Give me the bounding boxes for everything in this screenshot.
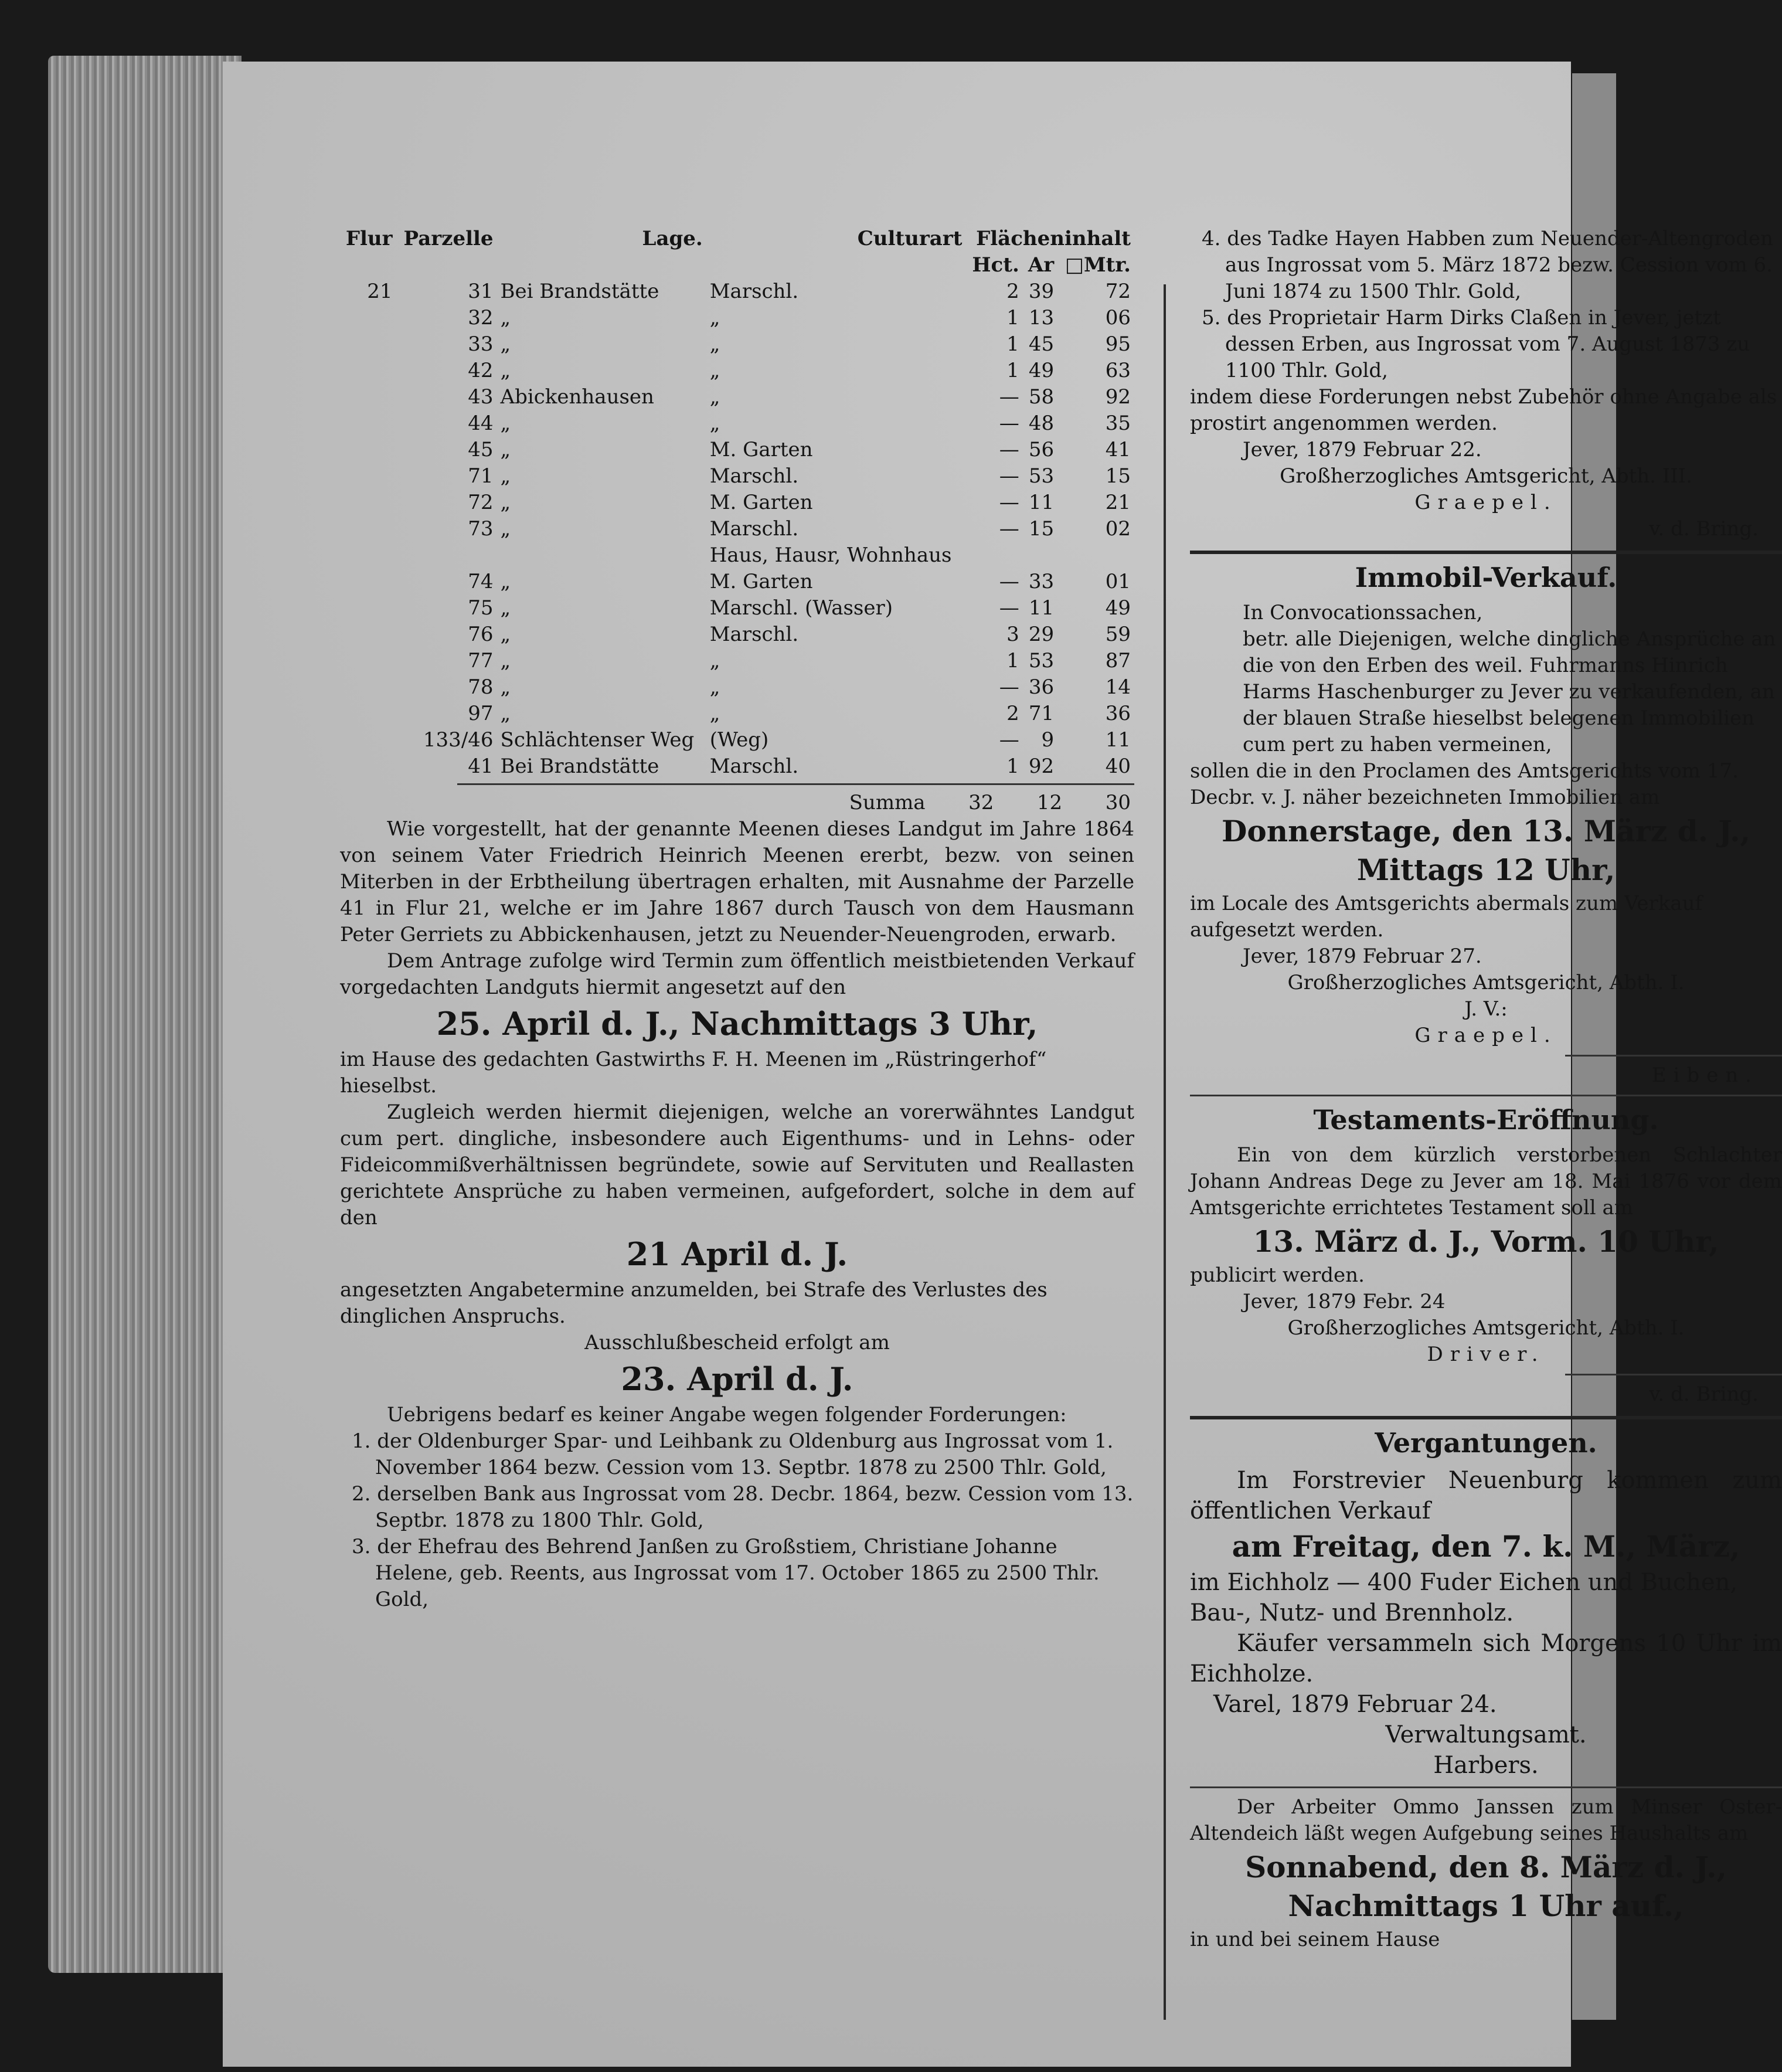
cell-parzelle: 42 [468, 359, 494, 382]
paragraph-auction-term: Dem Antrage zufolge wird Termin zum öffentlich meistbietenden Verkauf vorgedachten Landguts hiermit angesetzt auf den [340, 949, 1134, 999]
cell-parzelle: 33 [468, 332, 494, 356]
cell-lage: „ [500, 702, 511, 725]
cell-ar: 56 [1028, 438, 1055, 461]
table-row [340, 278, 1134, 305]
cell-flur [340, 542, 396, 569]
proxy-note: J. V.: [1464, 997, 1508, 1021]
cell-hct: — [999, 570, 1019, 593]
paragraph-house: in und bei seinem Hause [1190, 1928, 1440, 1951]
cell-flur [340, 701, 396, 727]
cell-parzelle: 44 [468, 412, 494, 435]
cell-flur [340, 358, 396, 384]
cell-parzelle: 73 [468, 517, 494, 541]
cell-lage: „ [500, 517, 511, 541]
right-column [1190, 226, 1782, 1953]
section-rule [1190, 1416, 1782, 1419]
immobil-time: Mittags 12 Uhr, [1356, 852, 1616, 887]
cell-hct: — [999, 675, 1019, 699]
cell-flur [340, 648, 396, 674]
cell-parzelle [396, 542, 497, 569]
cell-mtr: 36 [1105, 702, 1131, 725]
judge-signature: Graepel. [1414, 491, 1557, 514]
cell-mtr: 40 [1105, 755, 1131, 778]
paragraph-publicirt: publicirt werden. [1190, 1263, 1365, 1287]
cell-lage: „ [500, 306, 511, 330]
cell-flur [340, 674, 396, 701]
paragraph-forest-sale: Im Forstrevier Neuenburg kommen zum öffentlichen Verkauf [1190, 1467, 1782, 1524]
cell-ar: 11 [1028, 596, 1055, 620]
cell-mtr: 87 [1105, 649, 1131, 672]
cell-lage: „ [500, 570, 511, 593]
cell-mtr: 14 [1105, 675, 1131, 699]
cell-hct: 1 [1006, 649, 1019, 672]
cell-mtr: 35 [1105, 412, 1131, 435]
cell-ar: 11 [1028, 491, 1055, 514]
cell-culturart: Marschl. [709, 755, 799, 778]
cell-mtr: 72 [1105, 280, 1131, 303]
table-row [340, 305, 1134, 331]
cell-ar: 36 [1028, 675, 1055, 699]
cell-hct: 3 [1006, 623, 1019, 646]
sum-rule [457, 783, 1134, 785]
cell-parzelle: 77 [468, 649, 494, 672]
cell-flur [340, 595, 396, 621]
cell-culturart: Marschl. [709, 517, 799, 541]
table-subheader-row [340, 252, 1134, 278]
summa-hct: 32 [968, 791, 994, 814]
judge-signature: Graepel. [1414, 1024, 1557, 1047]
cell-culturart: M. Garten [709, 438, 813, 461]
paragraph-wood: im Eichholz — 400 Fuder Eichen und Buchen, Bau-, Nutz- und Brennholz. [1190, 1569, 1738, 1626]
claim-item: 3. der Ehefrau des Behrend Janßen zu Großstiem, Christiane Johanne Helene, geb. Reents, aus Ingrossat vom 17. October 1865 zu 2500 Thlr. Gold, [352, 1535, 1100, 1611]
column-divider [1164, 284, 1166, 2020]
cell-mtr: 06 [1105, 306, 1131, 330]
cell-mtr: 59 [1105, 623, 1131, 646]
household-sale-time: Nachmittags 1 Uhr auf., [1288, 1888, 1684, 1923]
cell-parzelle: 45 [468, 438, 494, 461]
cell-hct: — [999, 517, 1019, 541]
cell-mtr: 95 [1105, 332, 1131, 356]
cell-mtr: 21 [1105, 491, 1131, 514]
col-header-flaecheninhalt: Flächeninhalt [976, 227, 1131, 250]
court-name: Großherzogliches Amtsgericht, Abth. I. [1287, 971, 1685, 994]
cell-lage: Abickenhausen [500, 385, 654, 409]
cell-hct: 2 [1006, 702, 1019, 725]
cell-parzelle: 32 [468, 306, 494, 330]
col-header-hct: Hct. [972, 253, 1019, 277]
cell-mtr: 92 [1105, 385, 1131, 409]
date-line: Jever, 1879 Febr. 24 [1243, 1290, 1446, 1313]
paragraph-buyers: Käufer versammeln sich Morgens 10 Uhr im Eichholze. [1190, 1630, 1782, 1687]
cell-parzelle: 43 [468, 385, 494, 409]
claim-date: 21 April d. J. [626, 1235, 848, 1273]
cell-flur: 21 [367, 280, 393, 303]
cell-lage: „ [500, 596, 511, 620]
claim-item: 5. des Proprietair Harm Dirks Claßen in Jever, jetzt dessen Erben, aus Ingrossat vom 7. August 1873 zu 1100 Thlr. Gold, [1202, 306, 1750, 382]
cell-lage: „ [500, 412, 511, 435]
summa-mtr: 30 [1105, 791, 1131, 814]
cell-culturart: „ [709, 385, 720, 409]
table-row [340, 490, 1134, 516]
cell-ar: 71 [1028, 702, 1055, 725]
table-row [340, 410, 1134, 437]
cell-lage: „ [500, 649, 511, 672]
cell-ar: 53 [1028, 649, 1055, 672]
summa-row [340, 790, 1134, 816]
paragraph-penalty: angesetzten Angabetermine anzumelden, bei Strafe des Verlustes des dinglichen Anspruchs. [340, 1278, 1048, 1328]
cell-culturart: Marschl. [709, 464, 799, 488]
col-header-culturart: Culturart [857, 227, 963, 250]
section-rule [1190, 1095, 1782, 1096]
table-row [340, 569, 1134, 595]
cell-ar: 58 [1028, 385, 1055, 409]
date-line: Jever, 1879 Februar 27. [1243, 945, 1482, 968]
official-signature: Harbers. [1433, 1752, 1539, 1779]
cell-hct: — [999, 728, 1019, 752]
newspaper-page [223, 62, 1782, 2067]
col-header-flur: Flur [345, 227, 393, 250]
cell-culturart: (Weg) [709, 728, 769, 752]
claim-item: 1. der Oldenburger Spar- und Leihbank zu Oldenburg aus Ingrossat vom 1. November 1864 bezw. Cession vom 13. Septbr. 1878 zu 2500 Thlr. Gold, [352, 1429, 1114, 1479]
section-rule [1190, 551, 1782, 554]
paragraph-household-sale: Der Arbeiter Ommo Janssen zum Minser Oster-Altendeich läßt wegen Aufgebung seines Haushalts am [1190, 1795, 1782, 1845]
paragraph-convocation: In Convocationssachen, [1243, 601, 1483, 624]
cell-culturart: Marschl. [709, 623, 799, 646]
cell-hct: 1 [1006, 359, 1019, 382]
paragraph-claims: Zugleich werden hiermit diejenigen, welche an vorerwähntes Landgut cum pert. dingliche, insbesondere auch Eigenthums- und in Lehns- oder Fideicommißverhältnissen begründete, sowie auf Servituten und Reallasten gerichtete Ansprüche zu haben vermeinen, aufgefordert, solche in dem auf den [340, 1100, 1134, 1229]
cell-lage: Schlächtenser Weg [500, 728, 695, 752]
cell-flur [340, 305, 396, 331]
cell-ar: 53 [1028, 464, 1055, 488]
cell-lage: Bei Brandstätte [500, 755, 659, 778]
cell-ar: 45 [1028, 332, 1055, 356]
cell-lage: „ [500, 491, 511, 514]
cell-hct: — [999, 385, 1019, 409]
left-column [340, 226, 1134, 1613]
heading-immobil-verkauf: Immobil-Verkauf. [1355, 562, 1617, 593]
cell-flur [340, 753, 396, 780]
paragraph-locale: im Locale des Amtsgerichts abermals zum Verkauf aufgesetzt werden. [1190, 892, 1703, 942]
cell-culturart: Haus, Hausr, Wohnhaus [709, 544, 952, 567]
clerk-signature: v. d. Bring. [1649, 1383, 1759, 1406]
cell-lage: „ [500, 438, 511, 461]
cell-parzelle: 133/46 [423, 728, 494, 752]
cell-ar: 48 [1028, 412, 1055, 435]
cell-flur [340, 463, 396, 490]
cell-culturart: Marschl. [709, 280, 799, 303]
cell-hct: 1 [1006, 755, 1019, 778]
cell-hct: 1 [1006, 306, 1019, 330]
table-row [340, 437, 1134, 463]
table-row [340, 674, 1134, 701]
cell-parzelle: 41 [468, 755, 494, 778]
cell-hct: — [999, 596, 1019, 620]
paragraph-heirs: betr. alle Diejenigen, welche dingliche Ansprüche an die von den Erben des weil. Fuhrmanns Hinrich Harms Haschenburger zu Jever zu verkaufenden, an der blauen Straße hieselbst belegenen Immobilien cum pert zu haben vermeinen, [1243, 627, 1776, 756]
cell-culturart: „ [709, 332, 720, 356]
cell-lage: „ [500, 464, 511, 488]
claim-item: 4. des Tadke Hayen Habben zum Neuender-Altengroden aus Ingrossat vom 5. März 1872 bezw. Cession vom 6. Juni 1874 zu 1500 Thlr. Gold, [1202, 227, 1773, 303]
cell-flur [340, 331, 396, 358]
cell-parzelle: 31 [468, 280, 494, 303]
cell-flur [340, 569, 396, 595]
auction-date: 25. April d. J., Nachmittags 3 Uhr, [436, 1005, 1038, 1042]
cell-hct: — [999, 412, 1019, 435]
household-sale-date: Sonnabend, den 8. März d. J., [1245, 1850, 1727, 1884]
book-page-edges [48, 56, 242, 1973]
court-name: Großherzogliches Amtsgericht, Abth. III. [1280, 464, 1692, 488]
cell-ar: 33 [1028, 570, 1055, 593]
cell-culturart: „ [709, 412, 720, 435]
parcel-table [340, 226, 1134, 780]
cell-culturart: M. Garten [709, 491, 813, 514]
claim-item: 2. derselben Bank aus Ingrossat vom 28. Decbr. 1864, bezw. Cession vom 13. Septbr. 1878 zu 1800 Thlr. Gold, [352, 1482, 1134, 1532]
cell-flur [340, 384, 396, 410]
paragraph-claims-list-intro: Uebrigens bedarf es keiner Angabe wegen folgender Forderungen: [387, 1403, 1067, 1426]
office-name: Verwaltungsamt. [1385, 1721, 1587, 1748]
cell-parzelle: 78 [468, 675, 494, 699]
cell-parzelle: 71 [468, 464, 494, 488]
table-row [340, 358, 1134, 384]
cell-lage: Bei Brandstätte [500, 280, 659, 303]
date-line: Varel, 1879 Februar 24. [1213, 1691, 1497, 1718]
court-name: Großherzogliches Amtsgericht, Abth. I. [1287, 1316, 1685, 1340]
cell-parzelle: 97 [468, 702, 494, 725]
paragraph-proclamation: sollen die in den Proclamen des Amtsgerichts vom 17. Decbr. v. J. näher bezeichneten Immobilien am [1190, 759, 1739, 809]
cell-mtr: 11 [1105, 728, 1131, 752]
cell-ar: 29 [1028, 623, 1055, 646]
cell-lage: „ [500, 359, 511, 382]
cell-flur [340, 437, 396, 463]
date-line: Jever, 1879 Februar 22. [1243, 438, 1482, 461]
cell-ar: 13 [1028, 306, 1055, 330]
cell-culturart: „ [709, 359, 720, 382]
cell-lage: „ [500, 675, 511, 699]
cell-mtr [1057, 542, 1134, 569]
cell-ar [1023, 542, 1057, 569]
cell-mtr: 02 [1105, 517, 1131, 541]
cell-hct: 1 [1006, 332, 1019, 356]
heading-vergantungen: Vergantungen. [1375, 1427, 1597, 1459]
cell-culturart: „ [709, 702, 720, 725]
forest-sale-date: am Freitag, den 7. k. M., März, [1232, 1529, 1740, 1564]
cell-flur [340, 490, 396, 516]
testament-date: 13. März d. J., Vorm. 10 Uhr, [1253, 1224, 1719, 1259]
cell-lage [497, 542, 706, 569]
cell-hct: 2 [1006, 280, 1019, 303]
signature-rule [1565, 1055, 1782, 1057]
cell-mtr: 41 [1105, 438, 1131, 461]
table-row [340, 384, 1134, 410]
table-header-row [340, 226, 1134, 252]
cell-mtr: 01 [1105, 570, 1131, 593]
cell-ar: 92 [1028, 755, 1055, 778]
paragraph-exclusion: Ausschlußbescheid erfolgt am [584, 1331, 890, 1354]
cell-culturart: „ [709, 306, 720, 330]
table-row [340, 648, 1134, 674]
cell-hct: — [999, 438, 1019, 461]
clerk-signature: v. d. Bring. [1649, 517, 1759, 541]
heading-testament: Testaments-Eröffnung. [1313, 1104, 1659, 1136]
cell-flur [340, 621, 396, 648]
cell-ar: 39 [1028, 280, 1055, 303]
col-header-ar: Ar [1028, 253, 1055, 277]
cell-hct: — [999, 491, 1019, 514]
exclusion-date: 23. April d. J. [621, 1360, 853, 1398]
clerk-signature: Eiben. [1651, 1064, 1759, 1087]
table-row [340, 331, 1134, 358]
col-header-lage: Lage. [642, 227, 703, 250]
table-row [340, 621, 1134, 648]
cell-mtr: 15 [1105, 464, 1131, 488]
cell-parzelle: 76 [468, 623, 494, 646]
summa-label: Summa [849, 791, 926, 814]
cell-ar: 9 [1041, 728, 1055, 752]
table-row [340, 516, 1134, 542]
table-row [340, 595, 1134, 621]
summa-ar: 12 [1036, 791, 1063, 814]
cell-ar: 49 [1028, 359, 1055, 382]
paragraph-testament: Ein von dem kürzlich verstorbenen Schlachter Johann Andreas Dege zu Jever am 18. Mai 1876 vor dem Amtsgerichte errichtetes Testament soll am [1190, 1143, 1782, 1220]
table-row [340, 727, 1134, 753]
paragraph-inheritance: Wie vorgestellt, hat der genannte Meenen dieses Landgut im Jahre 1864 von seinem Vater Friedrich Heinrich Meenen ererbt, bezw. von seinen Miterben in der Erbtheilung übertragen erhalten, mit Ausnahme der Parzelle 41 in Flur 21, welche er im Jahre 1867 durch Tausch von dem Hausmann Peter Gerriets zu Abbickenhausen, jetzt zu Neuender-Neuengroden, erwarb. [340, 817, 1134, 946]
cell-hct: — [999, 464, 1019, 488]
cell-flur [340, 727, 396, 753]
cell-culturart: „ [709, 675, 720, 699]
cell-lage: „ [500, 623, 511, 646]
cell-hct [965, 542, 1022, 569]
cell-lage: „ [500, 332, 511, 356]
col-header-parzelle: Parzelle [403, 227, 494, 250]
cell-flur [340, 410, 396, 437]
table-row [340, 542, 1134, 569]
table-row [340, 753, 1134, 780]
cell-parzelle: 74 [468, 570, 494, 593]
cell-culturart: „ [709, 649, 720, 672]
cell-culturart: Marschl. (Wasser) [709, 596, 893, 620]
judge-signature: Driver. [1427, 1343, 1545, 1366]
col-header-mtr: □Mtr. [1065, 253, 1131, 277]
cell-parzelle: 72 [468, 491, 494, 514]
paragraph-location: im Hause des gedachten Gastwirths F. H. Meenen im „Rüstringerhof“ hieselbst. [340, 1048, 1047, 1098]
table-row [340, 463, 1134, 490]
table-row [340, 701, 1134, 727]
section-rule [1190, 1786, 1782, 1788]
immobil-date: Donnerstage, den 13. März d. J., [1222, 814, 1750, 848]
cell-culturart: M. Garten [709, 570, 813, 593]
cell-mtr: 49 [1105, 596, 1131, 620]
paragraph-claims-close: indem diese Forderungen nebst Zubehör ohne Angabe als prostirt angenommen werden. [1190, 385, 1777, 435]
cell-mtr: 63 [1105, 359, 1131, 382]
signature-rule [1565, 1374, 1782, 1375]
cell-ar: 15 [1028, 517, 1055, 541]
cell-parzelle: 75 [468, 596, 494, 620]
cell-flur [340, 516, 396, 542]
